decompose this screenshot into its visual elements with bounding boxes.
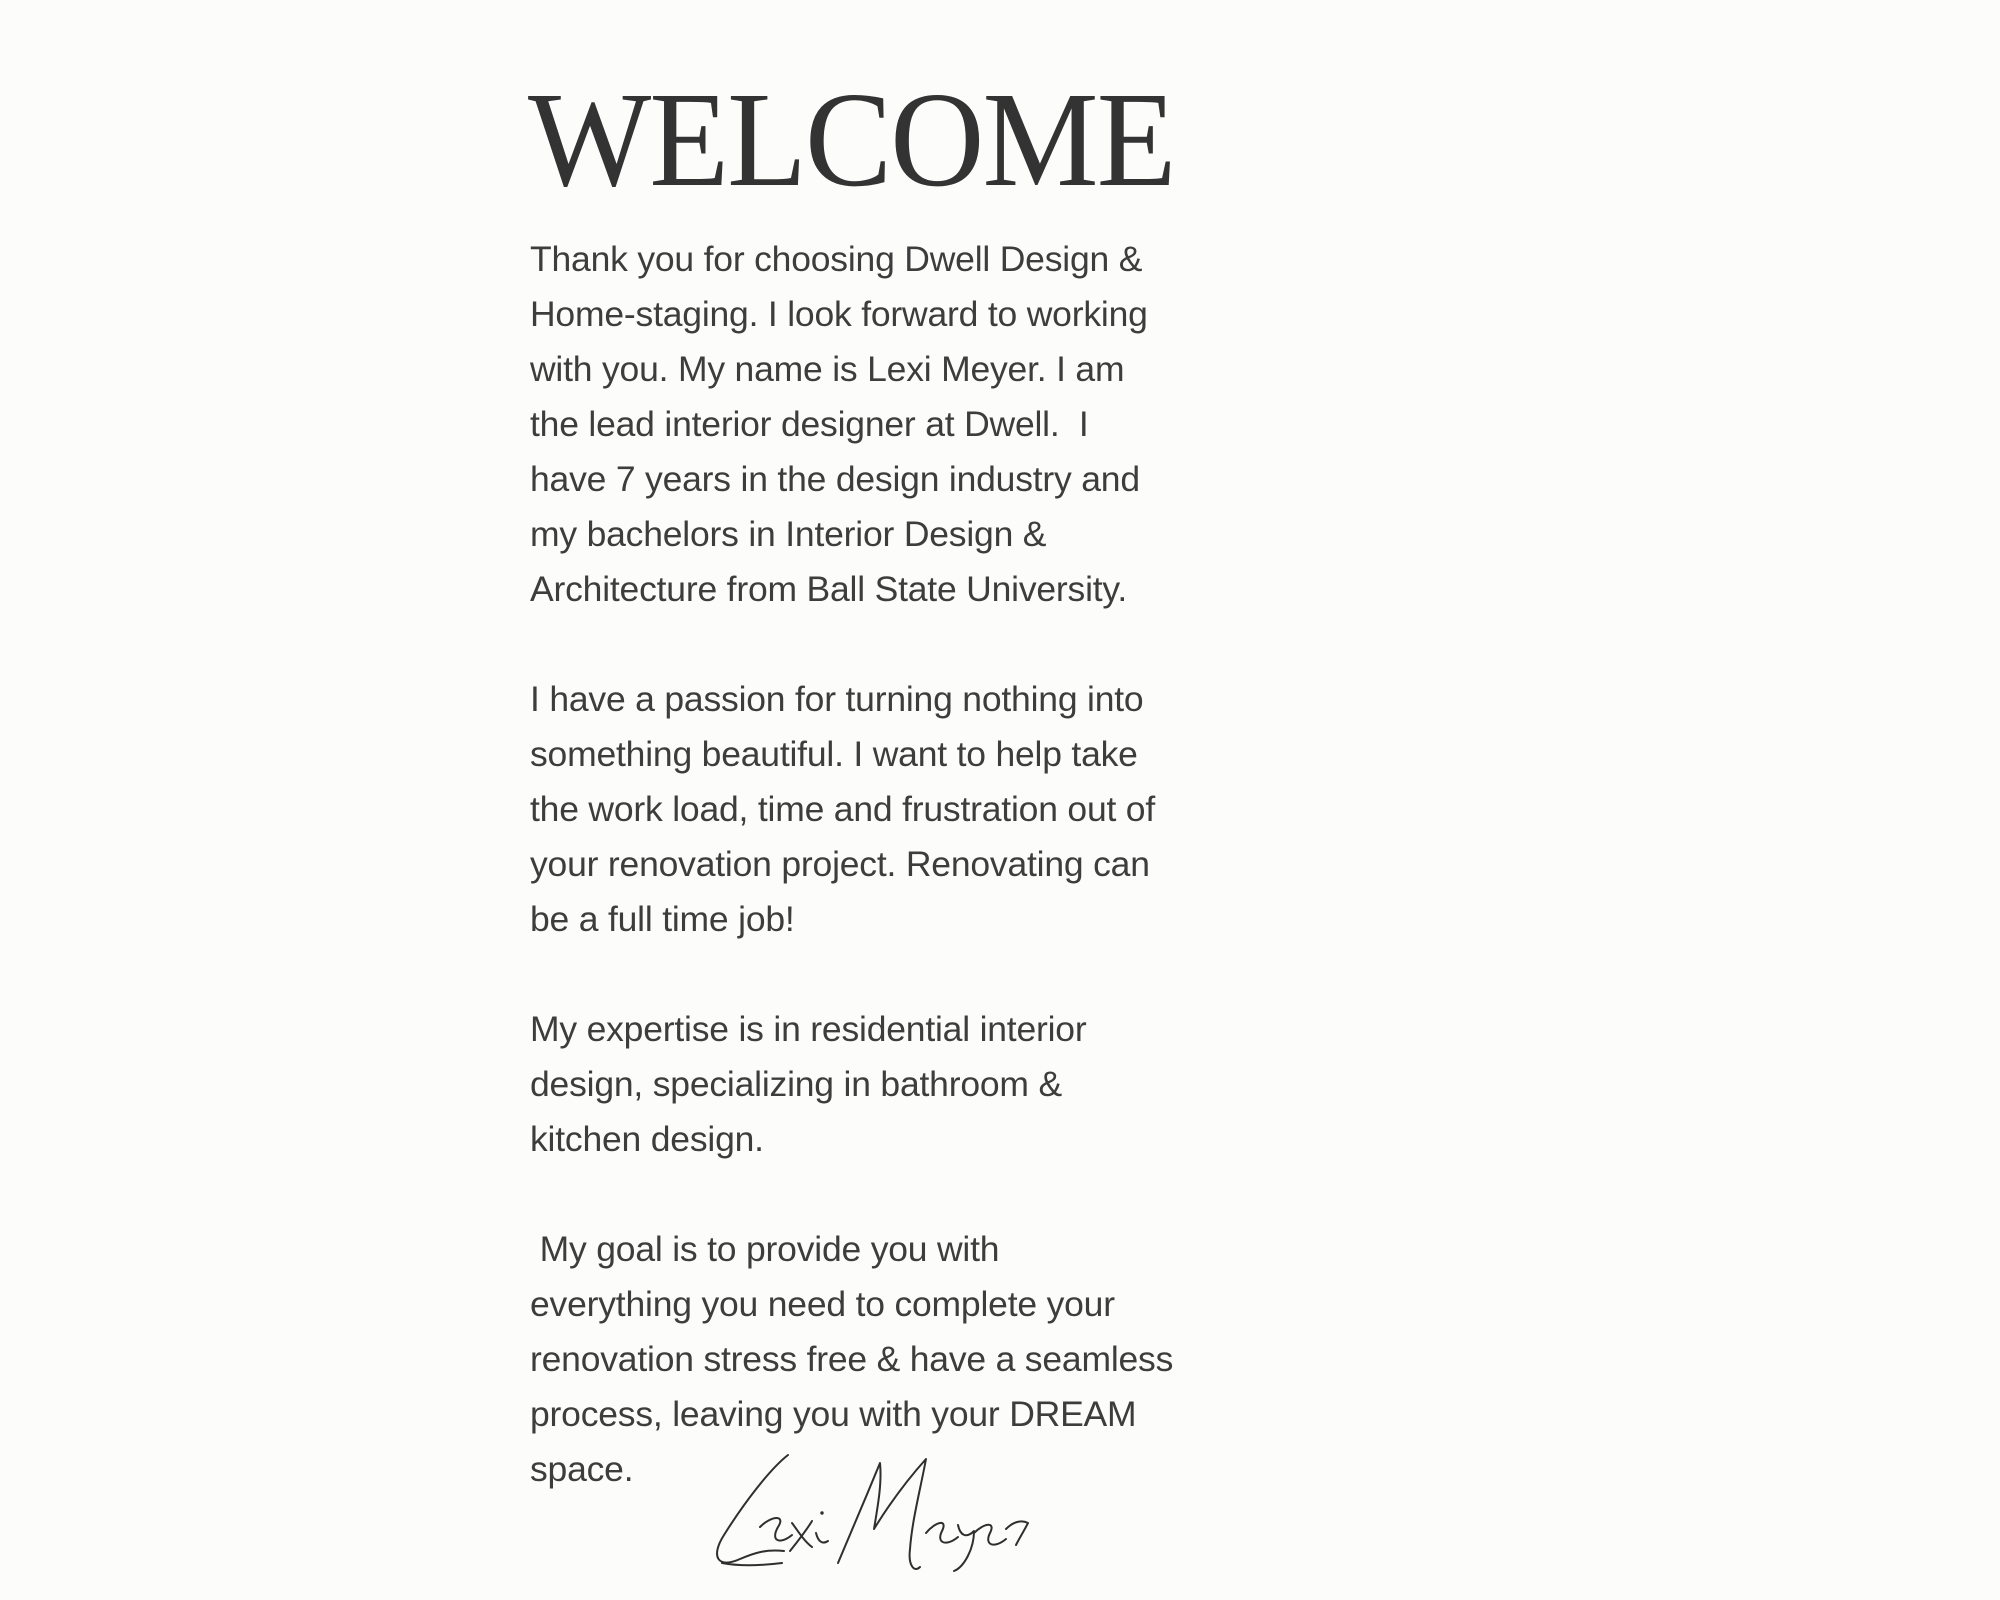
- text-line: with you. My name is Lexi Meyer. I am: [530, 349, 1125, 389]
- paragraph-gap: [530, 617, 1210, 672]
- text-line: kitchen design.: [530, 1119, 764, 1159]
- paragraph-passion: [530, 672, 1210, 947]
- paragraph-gap: [530, 1167, 1210, 1222]
- text-line: process, leaving you with your DREAM: [530, 1394, 1137, 1434]
- text-line: Home-staging. I look forward to working: [530, 294, 1148, 334]
- text-line: the lead interior designer at Dwell. I: [530, 404, 1089, 444]
- text-line: My goal is to provide you with: [530, 1229, 1000, 1269]
- text-line: I have a passion for turning nothing into: [530, 679, 1144, 719]
- text-line: have 7 years in the design industry and: [530, 459, 1140, 499]
- text-line: renovation stress free & have a seamless: [530, 1339, 1174, 1379]
- welcome-letter: [530, 232, 1210, 1497]
- text-line: design, specializing in bathroom &: [530, 1064, 1062, 1104]
- page-title: WELCOME: [528, 65, 1175, 215]
- signature-image: [700, 1445, 1070, 1575]
- text-line: something beautiful. I want to help take: [530, 734, 1138, 774]
- text-line: space.: [530, 1449, 634, 1489]
- paragraph-intro: [530, 232, 1210, 617]
- text-line: Architecture from Ball State University.: [530, 569, 1128, 609]
- text-line: the work load, time and frustration out of: [530, 789, 1156, 829]
- text-line: everything you need to complete your: [530, 1284, 1115, 1324]
- text-line: your renovation project. Renovating can: [530, 844, 1150, 884]
- text-line: be a full time job!: [530, 899, 795, 939]
- paragraph-gap: [530, 947, 1210, 1002]
- text-line: my bachelors in Interior Design &: [530, 514, 1047, 554]
- text-line: Thank you for choosing Dwell Design &: [530, 239, 1143, 279]
- paragraph-expertise: [530, 1002, 1210, 1167]
- text-line: My expertise is in residential interior: [530, 1009, 1087, 1049]
